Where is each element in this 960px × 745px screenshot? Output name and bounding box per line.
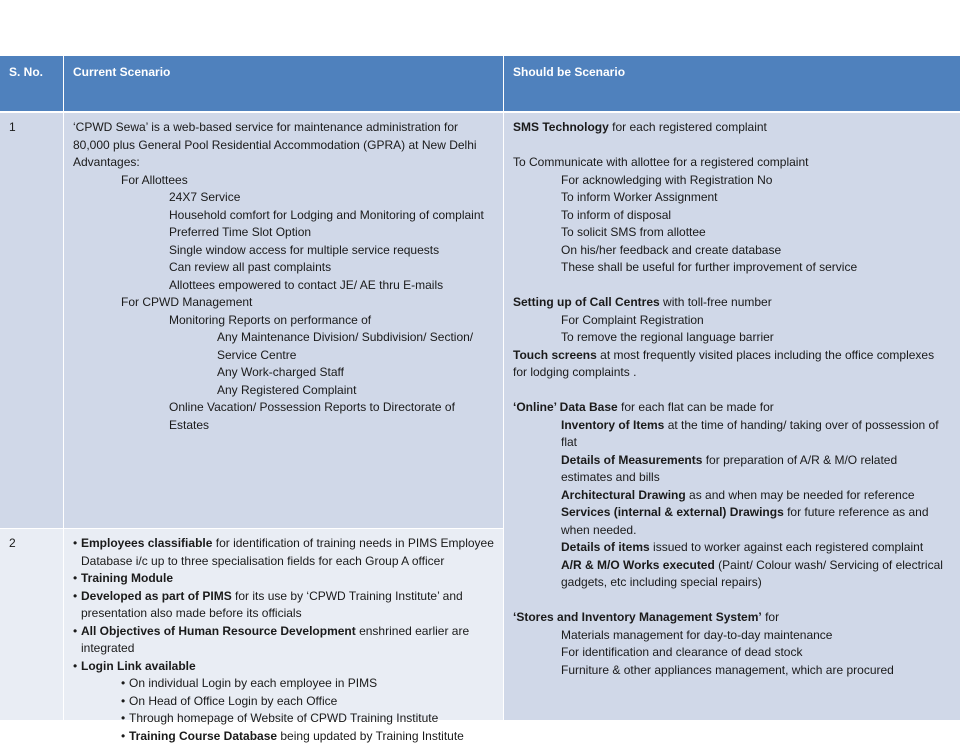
list-item: • Login Link available [73,658,494,676]
stores-item: For identification and clearance of dead stock [513,644,951,662]
database-item: Details of items issued to worker against each registered complaint [513,539,951,557]
communicate-item: For acknowledging with Registration No [513,172,951,190]
online-vacation-reports: Online Vacation/ Possession Reports to Directorate of Estates [73,399,494,434]
online-database: ‘Online’ Data Base for each flat can be made for [513,399,951,417]
advantages-label: Advantages: [73,154,494,172]
database-item: Services (internal & external) Drawings for future reference as and when needed. [513,504,951,539]
allottee-advantage: Can review all past complaints [73,259,494,277]
should-be-scenario-cell [504,113,960,720]
database-item: A/R & M/O Works executed (Paint/ Colour wash/ Servicing of electrical gadgets, etc including special repairs) [513,557,951,592]
database-item: Details of Measurements for preparation of A/R & M/O related estimates and bills [513,452,951,487]
for-cpwd-management-heading: For CPWD Management [73,294,494,312]
call-centre-item: To remove the regional language barrier [513,329,951,347]
stores-item: Materials management for day-to-day maintenance [513,627,951,645]
allottee-advantage: Household comfort for Lodging and Monitoring of complaint [73,207,494,225]
database-item: Inventory of Items at the time of handing/ taking over of possession of flat [513,417,951,452]
stores-item: Furniture & other appliances management, which are procured [513,662,951,680]
stores-inventory-system: ‘Stores and Inventory Management System’ for [513,609,951,627]
monitoring-reports-heading: Monitoring Reports on performance of [73,312,494,330]
row2-sno: 2 [0,529,63,720]
header-should-be-scenario: Should be Scenario [504,56,960,111]
allottee-advantage: 24X7 Service [73,189,494,207]
row2-current-scenario [64,529,503,720]
communicate-item: To inform Worker Assignment [513,189,951,207]
communicate-item: These shall be useful for further improvement of service [513,259,951,277]
sub-list-item: • Training Course Database being updated by Training Institute [73,728,494,745]
monitoring-item: Any Registered Complaint [73,382,494,400]
communicate-item: On his/her feedback and create database [513,242,951,260]
sub-list-item: • On Head of Office Login by each Office [73,693,494,711]
for-allottees-heading: For Allottees [73,172,494,190]
row1-current-scenario [64,113,503,528]
call-centres: Setting up of Call Centres with toll-free number [513,294,951,312]
allottee-advantage: Preferred Time Slot Option [73,224,494,242]
comparison-table [0,56,960,720]
allottee-advantage: Allottees empowered to contact JE/ AE thru E-mails [73,277,494,295]
communicate-heading: To Communicate with allottee for a registered complaint [513,154,951,172]
call-centre-item: For Complaint Registration [513,312,951,330]
allottee-advantage: Single window access for multiple service requests [73,242,494,260]
list-item: • All Objectives of Human Resource Development enshrined earlier are integrated [73,623,494,658]
list-item: • Training Module [73,570,494,588]
touch-screens: Touch screens at most frequently visited places including the office complexes for lodging complaints . [513,347,951,382]
list-item: • Employees classifiable for identification of training needs in PIMS Employee Database i/c up to three specialisation fields for each Group A officer [73,535,494,570]
cpwd-sewa-intro: ‘CPWD Sewa’ is a web-based service for maintenance administration for 80,000 plus General Pool Residential Accommodation (GPRA) at New Delhi [73,119,494,154]
header-sno: S. No. [0,56,63,111]
communicate-item: To inform of disposal [513,207,951,225]
monitoring-item: Any Maintenance Division/ Subdivision/ Section/ Service Centre [73,329,494,364]
sub-list-item: • Through homepage of Website of CPWD Training Institute [73,710,494,728]
list-item: • Developed as part of PIMS for its use by ‘CPWD Training Institute’ and presentation also made before its officials [73,588,494,623]
database-item: Architectural Drawing as and when may be needed for reference [513,487,951,505]
header-current-scenario: Current Scenario [64,56,503,111]
row1-sno: 1 [0,113,63,528]
sub-list-item: • On individual Login by each employee in PIMS [73,675,494,693]
monitoring-item: Any Work-charged Staff [73,364,494,382]
communicate-item: To solicit SMS from allottee [513,224,951,242]
sms-technology: SMS Technology for each registered complaint [513,119,951,137]
